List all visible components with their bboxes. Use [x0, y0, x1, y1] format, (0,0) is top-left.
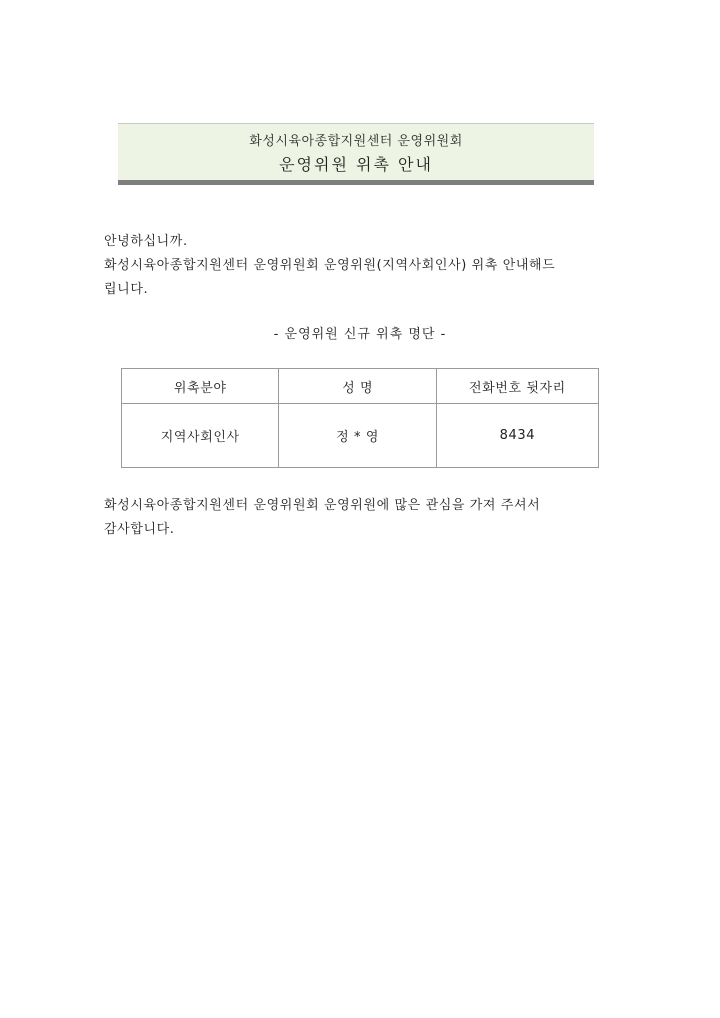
cell-name: 정 * 영	[279, 404, 436, 468]
closing-line-2: 감사합니다.	[104, 522, 175, 537]
cell-field: 지역사회인사	[122, 404, 279, 468]
closing-line-1: 화성시육아종합지원센터 운영위원회 운영위원에 많은 관심을 가져 주셔서	[104, 498, 541, 513]
member-table	[121, 368, 599, 468]
organization-title: 화성시육아종합지원센터 운영위원회	[249, 134, 463, 149]
member-list-title: - 운영위원 신규 위촉 명단 -	[273, 327, 447, 342]
intro-paragraph	[104, 254, 618, 302]
document-header	[118, 123, 594, 185]
column-header-phone: 전화번호 뒷자리	[436, 369, 598, 404]
greeting-text: 안녕하십니까.	[104, 234, 188, 249]
closing-paragraph	[104, 494, 618, 542]
document-title: 운영위원 위촉 안내	[279, 155, 433, 174]
table-row	[122, 404, 599, 468]
table-header-row	[122, 369, 599, 404]
column-header-name: 성 명	[279, 369, 436, 404]
column-header-field: 위촉분야	[122, 369, 279, 404]
intro-line-1: 화성시육아종합지원센터 운영위원회 운영위원(지역사회인사) 위촉 안내해드	[104, 258, 556, 273]
cell-phone: 8434	[436, 404, 598, 468]
intro-line-2: 립니다.	[104, 282, 149, 297]
